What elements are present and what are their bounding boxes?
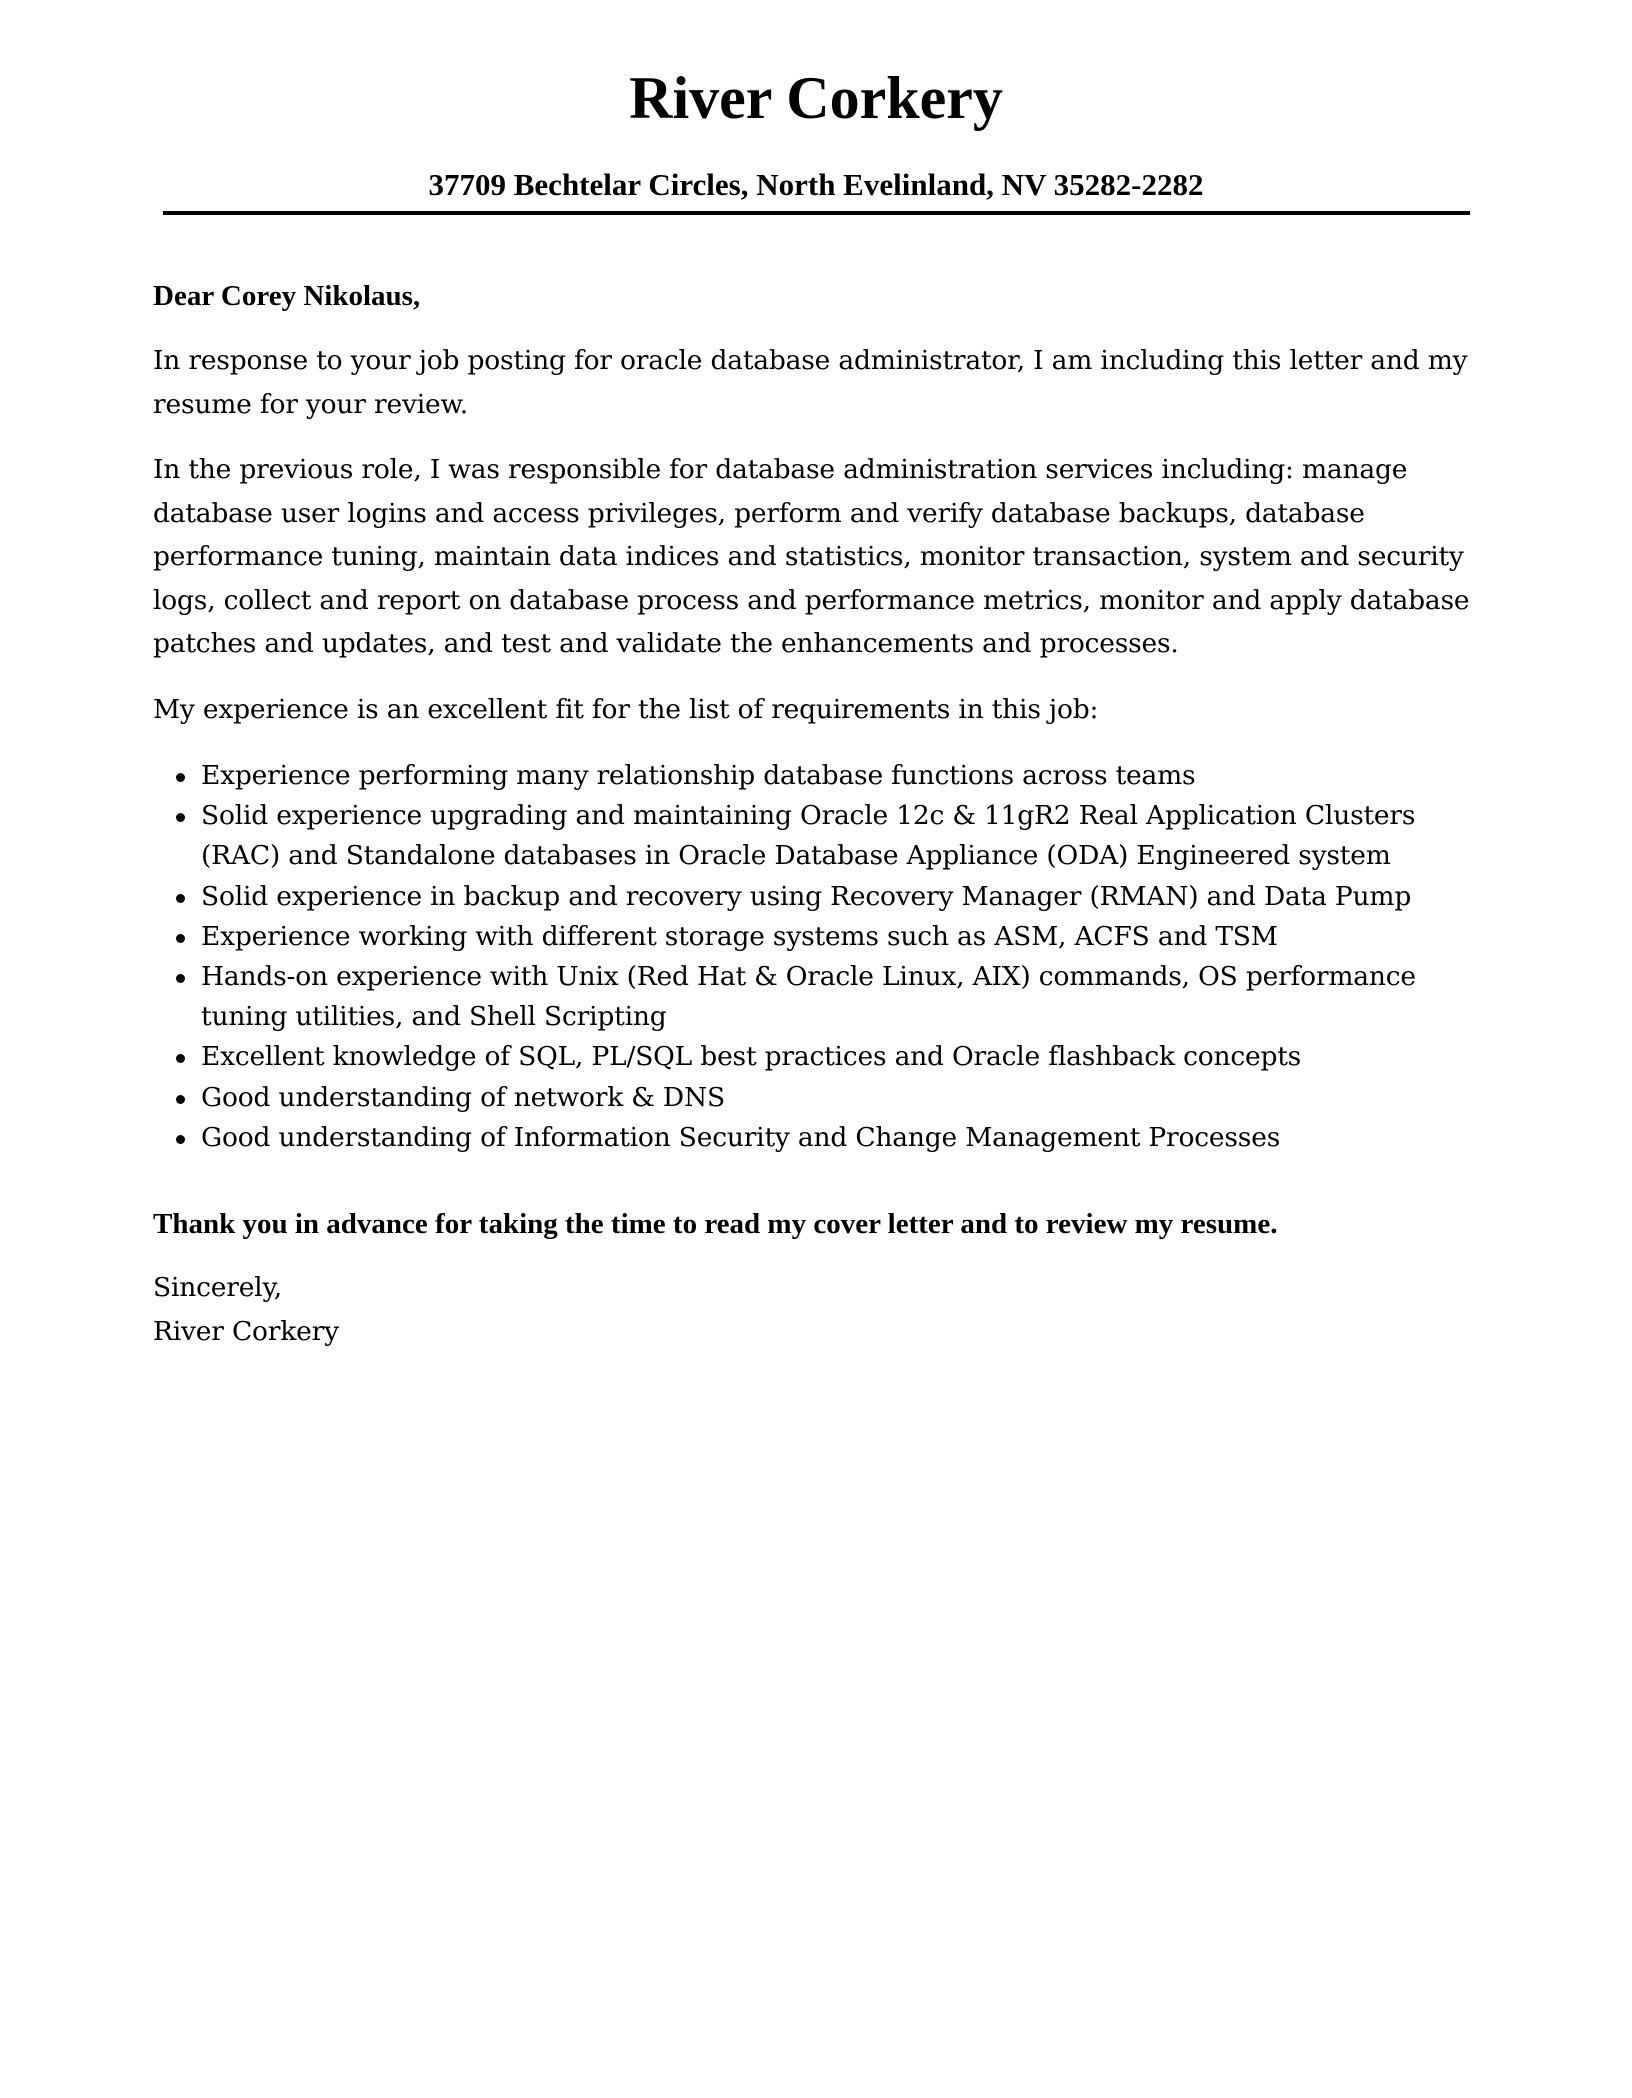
bullet-icon bbox=[176, 813, 185, 822]
list-item-text: Good understanding of Information Security and Change Management Processes bbox=[201, 1121, 1281, 1153]
bullet-icon bbox=[176, 894, 185, 903]
list-item-text: Experience working with different storage systems such as ASM, ACFS and TSM bbox=[201, 920, 1278, 952]
signoff: Sincerely, bbox=[153, 1272, 282, 1303]
intro-paragraph: In response to your job posting for oracle database administrator, I am including this letter and my resume for your review. bbox=[153, 345, 1468, 420]
list-item bbox=[153, 877, 1473, 917]
list-item-text: Solid experience in backup and recovery using Recovery Manager (RMAN) and Data Pump bbox=[201, 880, 1412, 912]
bullet-icon bbox=[176, 974, 185, 983]
list-item bbox=[153, 957, 1473, 1037]
list-item bbox=[153, 1118, 1473, 1158]
list-item-text: Excellent knowledge of SQL, PL/SQL best practices and Oracle flashback concepts bbox=[201, 1041, 1302, 1073]
bullet-icon bbox=[176, 1054, 185, 1063]
list-item bbox=[153, 917, 1473, 957]
bullet-icon bbox=[176, 1135, 185, 1144]
header-divider bbox=[163, 211, 1470, 215]
previous-role-paragraph: In the previous role, I was responsible for database administration services including: manage database user logins and access privileges, perform and verify database backups, database performance tuning, maintain data indices and statistics, monitor transaction, system and security logs, collect and report on database process and performance metrics, monitor and apply database patches and updates, and test and validate the enhancements and processes. bbox=[153, 454, 1470, 659]
list-item bbox=[153, 1078, 1473, 1118]
closing-statement: Thank you in advance for taking the time to read my cover letter and to review my resume. bbox=[153, 1208, 1278, 1240]
list-item-text: Good understanding of network & DNS bbox=[201, 1081, 725, 1113]
bullet-icon bbox=[176, 934, 185, 943]
sender-address: 37709 Bechtelar Circles, North Evelinland, NV 35282-2282 bbox=[428, 167, 1204, 202]
sender-name: River Corkery bbox=[629, 65, 1003, 131]
signature-name: River Corkery bbox=[153, 1315, 339, 1347]
signoff-block bbox=[153, 1266, 339, 1353]
bullet-icon bbox=[176, 773, 185, 782]
experience-fit-paragraph: My experience is an excellent fit for the list of requirements in this job: bbox=[153, 694, 1099, 725]
list-item bbox=[153, 1037, 1473, 1077]
list-item bbox=[153, 796, 1473, 876]
bullet-icon bbox=[176, 1095, 185, 1104]
list-item-text: Hands-on experience with Unix (Red Hat & Oracle Linux, AIX) commands, OS performance tuning utilities, and Shell Scripting bbox=[201, 961, 1416, 1033]
list-item bbox=[153, 756, 1473, 796]
requirements-list bbox=[153, 756, 1473, 1158]
salutation: Dear Corey Nikolaus, bbox=[153, 280, 421, 312]
list-item-text: Solid experience upgrading and maintaining Oracle 12c & 11gR2 Real Application Clusters (RAC) and Standalone databases in Oracle Database Appliance (ODA) Engineered system bbox=[201, 800, 1416, 872]
list-item-text: Experience performing many relationship database functions across teams bbox=[201, 760, 1196, 791]
